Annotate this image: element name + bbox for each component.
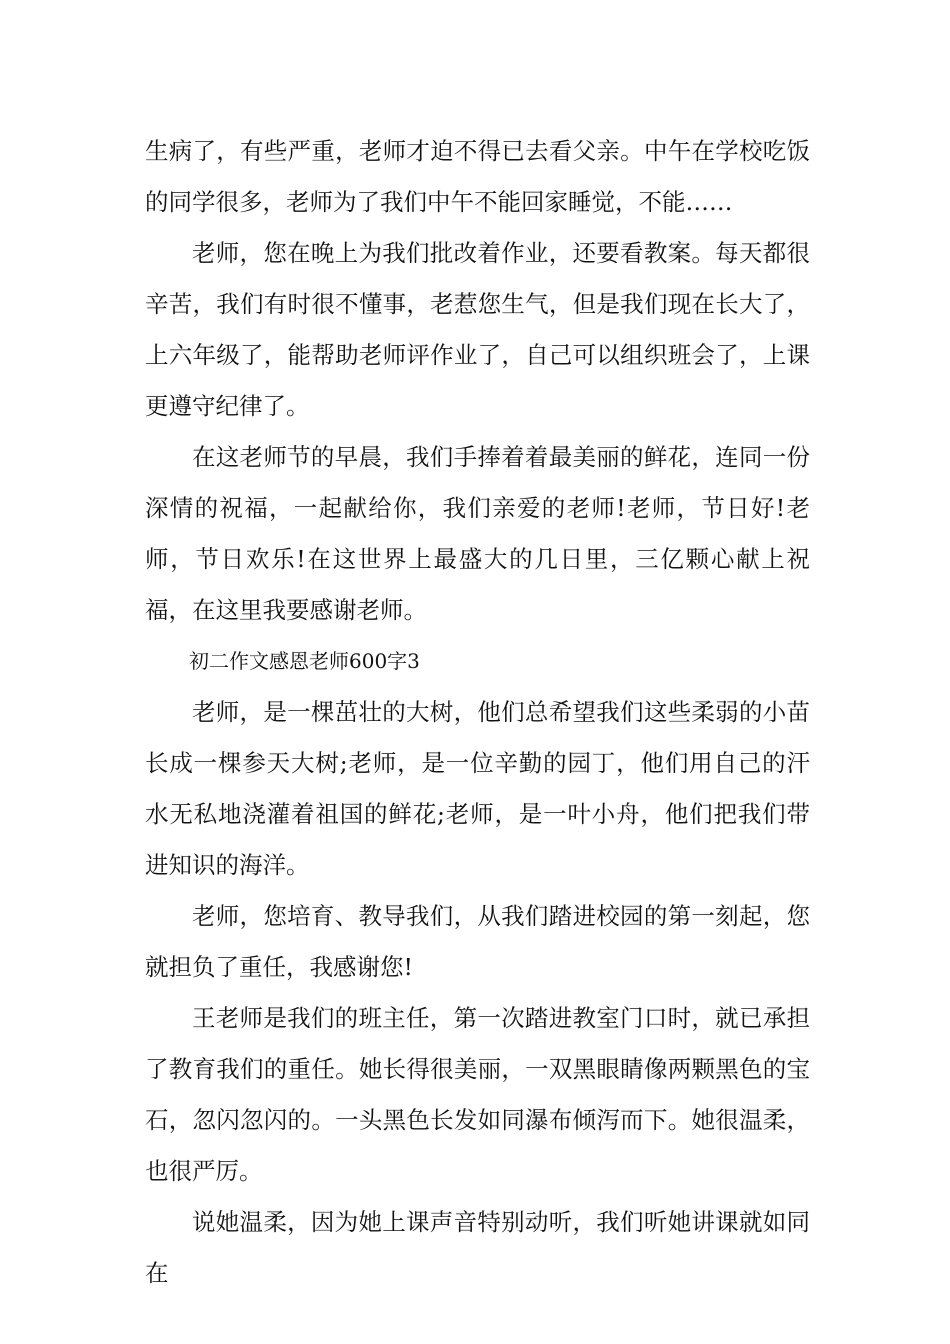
document-body: [145, 126, 810, 1299]
paragraph-continued: 生病了，有些严重，老师才迫不得已去看父亲。中午在学校吃饭的同学很多，老师为了我们中午不能回家睡觉，不能……: [145, 137, 810, 216]
paragraph: 在这老师节的早晨，我们手捧着着最美丽的鲜花，连同一份深情的祝福，一起献给你，我们亲爱的老师!老师，节日好!老师，节日欢乐!在这世界上最盛大的几日里，三亿颗心献上祝福，在这里我要感谢老师。: [145, 443, 810, 624]
section-heading: 初二作文感恩老师600字3: [189, 649, 420, 673]
paragraph: 老师，您在晚上为我们批改着作业，还要看教案。每天都很辛苦，我们有时很不懂事，老惹您生气，但是我们现在长大了，上六年级了，能帮助老师评作业了，自己可以组织班会了，上课更遵守纪律了。: [145, 239, 810, 420]
paragraph: 说她温柔，因为她上课声音特别动听，我们听她讲课就如同在: [145, 1208, 810, 1287]
paragraph: 老师，您培育、教导我们，从我们踏进校园的第一刻起，您就担负了重任，我感谢您!: [145, 902, 810, 981]
paragraph: 王老师是我们的班主任，第一次踏进教室门口时，就已承担了教育我们的重任。她长得很美丽，一双黑眼睛像两颗黑色的宝石，忽闪忽闪的。一头黑色长发如同瀑布倾泻而下。她很温柔，也很严厉。: [145, 1004, 810, 1185]
paragraph: 老师，是一棵茁壮的大树，他们总希望我们这些柔弱的小苗长成一棵参天大树;老师，是一位辛勤的园丁，他们用自己的汗水无私地浇灌着祖国的鲜花;老师，是一叶小舟，他们把我们带进知识的海洋。: [145, 698, 810, 879]
